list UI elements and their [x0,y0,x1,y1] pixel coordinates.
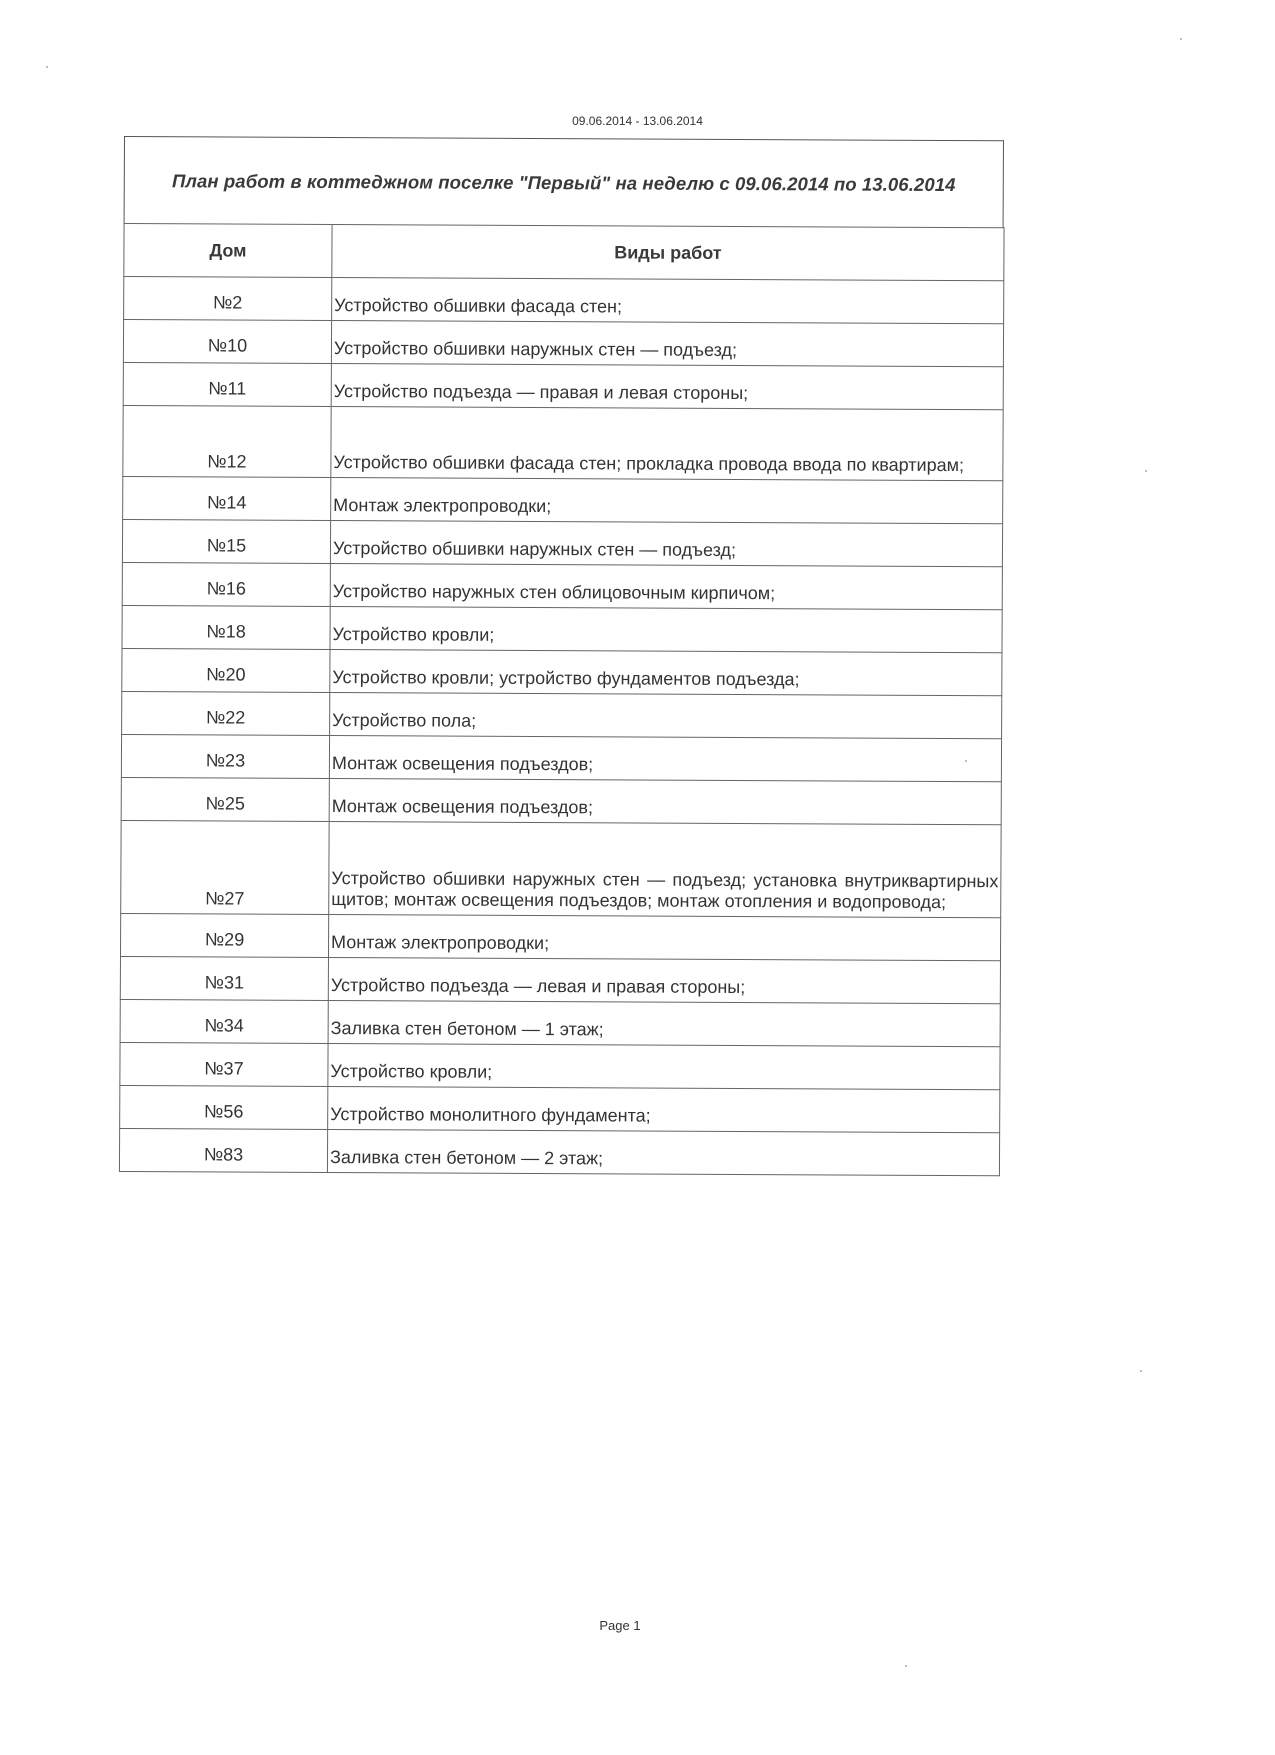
house-number: №18 [122,605,330,649]
table-row [122,648,1002,695]
table-row [122,691,1002,738]
work-description: Устройство подъезда — правая и левая стороны; [331,364,1003,410]
table-row [123,362,1003,409]
page-number: Page 1 [599,1618,641,1633]
work-description: Монтаж электропроводки; [331,478,1003,524]
work-description: Устройство кровли; [330,607,1002,653]
work-description: Монтаж освещения подъездов; [329,779,1001,825]
house-number: №34 [120,999,328,1043]
table-row [121,777,1001,824]
house-number: №23 [121,734,329,778]
work-description: Заливка стен бетоном — 2 этаж; [327,1130,999,1176]
house-number: №31 [120,956,328,1000]
house-number: №11 [123,362,331,406]
scan-speck [1145,470,1147,472]
work-description: Устройство обшивки наружных стен — подъезд; [330,521,1002,567]
work-description: Устройство подъезда — левая и правая стороны; [328,958,1000,1004]
work-description: Устройство монолитного фундамента; [328,1087,1000,1133]
column-header-work: Виды работ [332,225,1004,281]
work-description: Заливка стен бетоном — 1 этаж; [328,1001,1000,1047]
table-row [120,1085,1000,1132]
scan-speck [905,1665,907,1667]
house-number: №56 [120,1085,328,1129]
work-description: Устройство кровли; устройство фундаментов подъезда; [330,650,1002,696]
header-date-range: 09.06.2014 - 13.06.2014 [572,114,703,128]
table-row [121,820,1001,917]
table-header-row [124,224,1004,281]
house-number: №22 [122,691,330,735]
house-number: №27 [121,820,329,914]
house-number: №14 [123,476,331,520]
table-row [123,405,1003,480]
table-row [121,734,1001,781]
house-number: №12 [123,405,331,477]
work-description: Устройство обшивки фасада стен; [332,278,1004,324]
table-row [120,913,1000,960]
house-number: №29 [120,913,328,957]
work-plan-table [119,223,1005,1176]
table-row [122,605,1002,652]
scan-speck [1180,38,1182,40]
table-row [120,1042,1000,1089]
house-number: №37 [120,1042,328,1086]
house-number: №25 [121,777,329,821]
work-description: Устройство наружных стен облицовочным кирпичом; [330,564,1002,610]
table-row [124,277,1004,324]
work-description: Устройство обшивки наружных стен — подъезд; [331,321,1003,367]
work-description: Устройство обшивки фасада стен; прокладка провода ввода по квартирам; [331,407,1003,481]
table-row [120,956,1000,1003]
house-number: №15 [122,519,330,563]
work-description: Монтаж электропроводки; [328,915,1000,961]
table-row [120,999,1000,1046]
house-number: №16 [122,562,330,606]
column-header-house: Дом [124,224,332,278]
table-row [123,320,1003,367]
scan-speck [965,760,967,762]
table-row [122,519,1002,566]
table-row [123,476,1003,523]
work-plan-sheet [119,136,1004,1176]
table-row [122,562,1002,609]
work-description: Монтаж освещения подъездов; [329,736,1001,782]
work-description: Устройство пола; [330,693,1002,739]
house-number: №83 [119,1128,327,1172]
work-description: Устройство кровли; [328,1044,1000,1090]
house-number: №10 [123,320,331,364]
document-title: План работ в коттеджном поселке "Первый" на неделю с 09.06.2014 по 13.06.2014 [124,136,1004,227]
house-number: №20 [122,648,330,692]
house-number: №2 [124,277,332,321]
scan-speck [1140,1370,1142,1372]
table-row [119,1128,999,1175]
scan-speck [46,66,48,68]
work-description: Устройство обшивки наружных стен — подъезд; установка внутриквартирных щитов; монтаж освещения подъездов; монтаж отопления и водопровода; [329,822,1001,918]
